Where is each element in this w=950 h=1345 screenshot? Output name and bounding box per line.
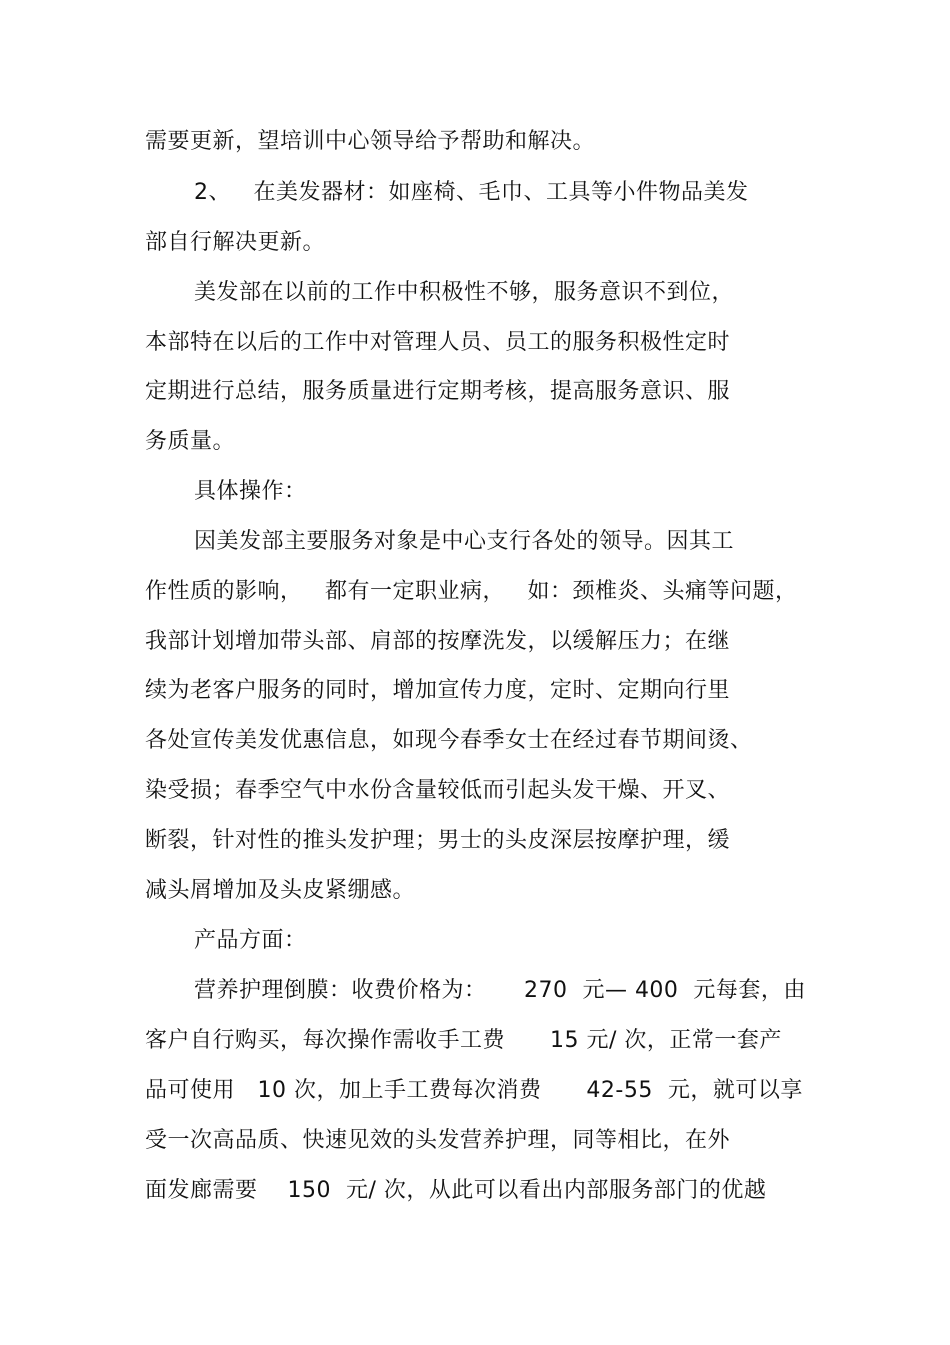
text-line: 我部计划增加带头部、肩部的按摩洗发，以缓解压力；在继 xyxy=(145,629,731,654)
paragraph-start: 美发部在以前的工作中积极性不够，服务意识不到位， xyxy=(194,280,735,305)
text-line: 品可使用 10 次，加上手工费每次消费 42-55 元，就可以享 xyxy=(145,1078,803,1103)
list-item-2: 2、 在美发器材：如座椅、毛巾、工具等小件物品美发 xyxy=(194,180,749,205)
text-line: 续为老客户服务的同时，增加宣传力度，定时、定期向行里 xyxy=(145,678,731,703)
section-heading-product: 产品方面： xyxy=(194,928,307,953)
text-line: 定期进行总结，服务质量进行定期考核，提高服务意识、服 xyxy=(145,379,731,404)
paragraph-start: 营养护理倒膜：收费价格为： 270 元— 400 元每套，由 xyxy=(194,978,806,1003)
text-line: 需要更新，望培训中心领导给予帮助和解决。 xyxy=(145,129,596,154)
text-line: 部自行解决更新。 xyxy=(145,230,326,255)
text-line: 务质量。 xyxy=(145,429,236,454)
text-line: 客户自行购买，每次操作需收手工费 15 元/ 次，正常一套产 xyxy=(145,1028,782,1053)
text-line: 本部特在以后的工作中对管理人员、员工的服务积极性定时 xyxy=(145,330,731,355)
text-line: 面发廊需要 150 元/ 次，从此可以看出内部服务部门的优越 xyxy=(145,1178,767,1203)
text-line: 受一次高品质、快速见效的头发营养护理，同等相比，在外 xyxy=(145,1128,731,1153)
text-line: 染受损；春季空气中水份含量较低而引起头发干燥、开叉、 xyxy=(145,778,731,803)
text-line: 断裂，针对性的推头发护理；男士的头皮深层按摩护理，缓 xyxy=(145,828,731,853)
text-line: 各处宣传美发优惠信息，如现今春季女士在经过春节期间烫、 xyxy=(145,728,753,753)
text-line: 作性质的影响， 都有一定职业病， 如：颈椎炎、头痛等问题， xyxy=(145,579,798,604)
text-line: 减头屑增加及头皮紧绷感。 xyxy=(145,878,416,903)
paragraph-start: 因美发部主要服务对象是中心支行各处的领导。因其工 xyxy=(194,529,735,554)
section-heading-operation: 具体操作： xyxy=(194,479,307,504)
